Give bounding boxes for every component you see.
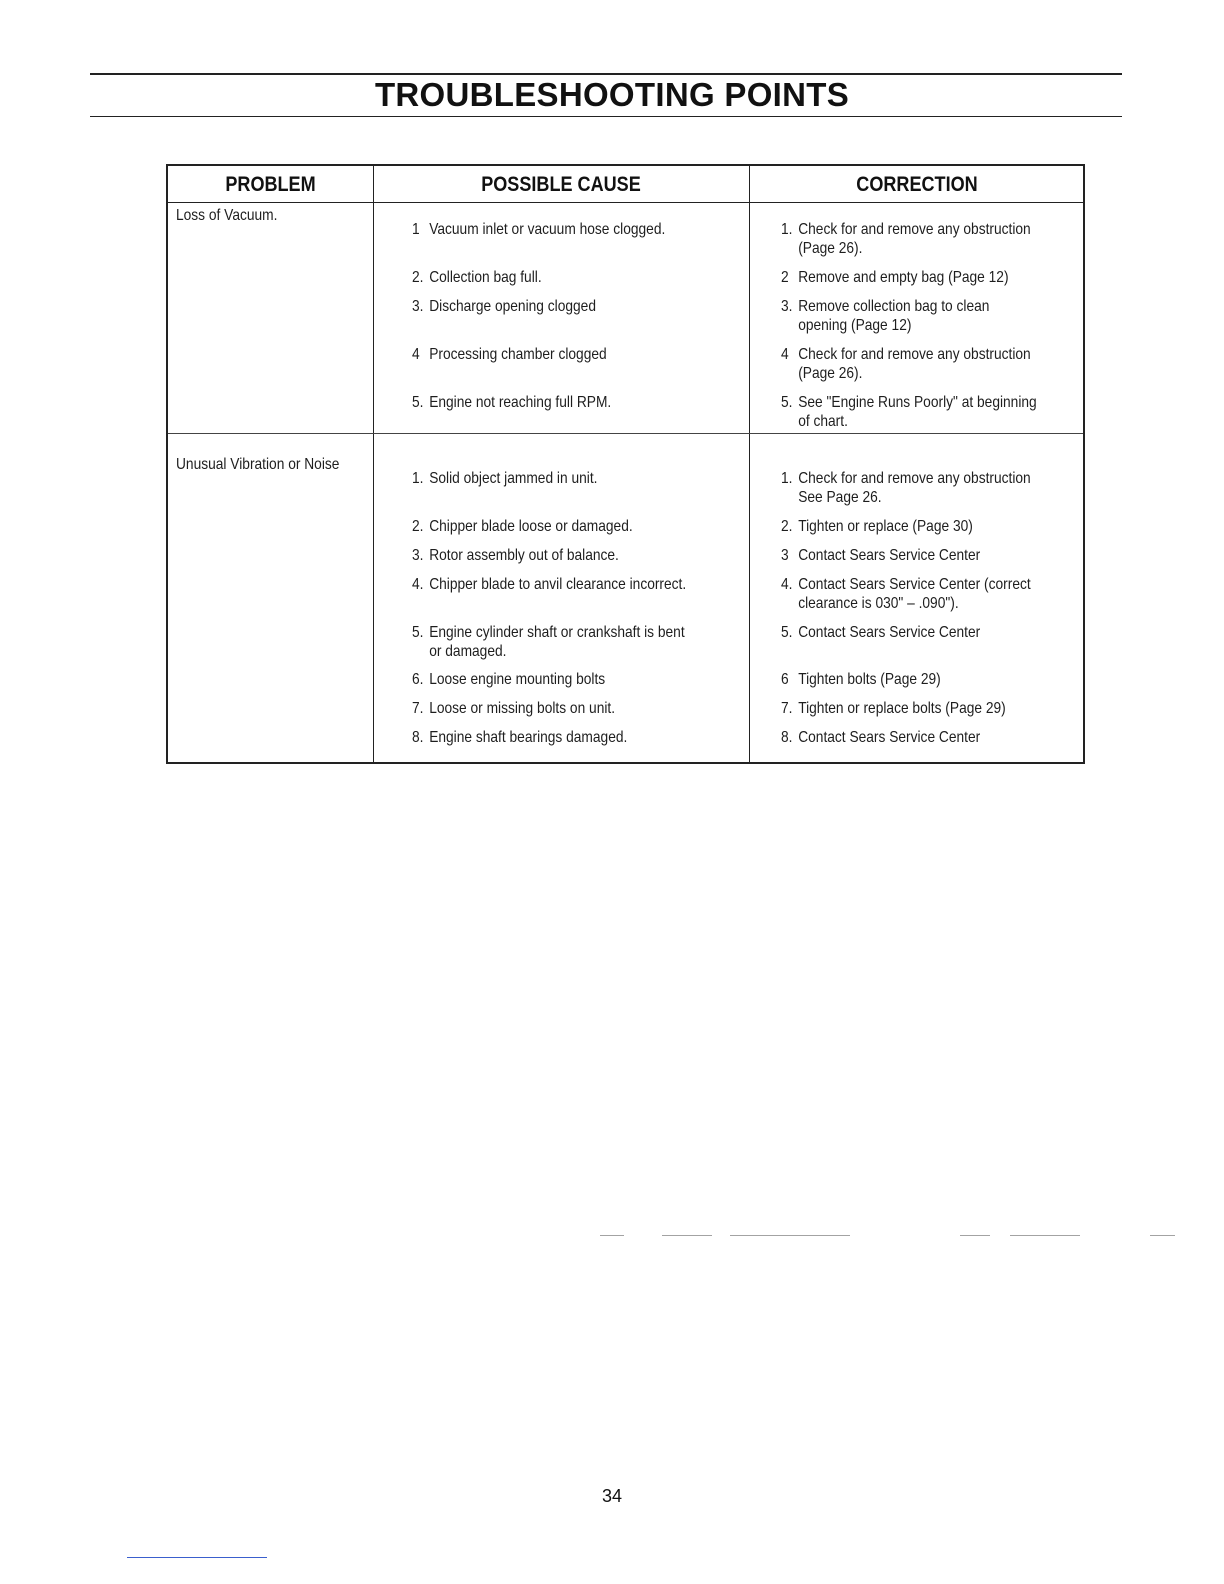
item-text: Check for and remove any obstruction — [798, 221, 1031, 238]
item-number: 5. — [781, 624, 793, 641]
header-correction: CORRECTION — [856, 173, 978, 196]
page-title: TROUBLESHOOTING POINTS — [374, 76, 850, 113]
item-number: 3. — [412, 298, 424, 315]
item-number: 1. — [412, 470, 424, 487]
scan-artifact — [0, 1235, 1224, 1243]
item-number: 8. — [781, 729, 793, 746]
item-text-continued: opening (Page 12) — [798, 317, 912, 334]
header-divider — [168, 202, 1083, 203]
item-number: 5. — [412, 394, 424, 411]
footer-rule — [127, 1557, 267, 1558]
item-text-continued: (Page 26). — [798, 240, 863, 257]
title-top-rule — [90, 73, 1122, 75]
item-number: 2. — [412, 518, 424, 535]
item-text-continued: (Page 26). — [798, 365, 863, 382]
item-number: 4. — [412, 576, 424, 593]
header-possible-cause: POSSIBLE CAUSE — [481, 173, 641, 196]
item-text: Collection bag full. — [429, 269, 542, 286]
item-number: 2 — [781, 269, 789, 286]
item-number: 8. — [412, 729, 424, 746]
item-text: Processing chamber clogged — [429, 346, 607, 363]
item-number: 7. — [781, 700, 793, 717]
item-text: Solid object jammed in unit. — [429, 470, 598, 487]
item-number: 1. — [781, 470, 793, 487]
title-bottom-rule — [90, 116, 1122, 117]
item-text: Rotor assembly out of balance. — [429, 547, 619, 564]
item-text: Engine not reaching full RPM. — [429, 394, 612, 411]
item-text: Contact Sears Service Center (correct — [798, 576, 1031, 593]
item-text: Loose or missing bolts on unit. — [429, 700, 616, 717]
column-divider — [373, 166, 374, 762]
item-text: Remove collection bag to clean — [798, 298, 990, 315]
item-text-continued: See Page 26. — [798, 489, 882, 506]
item-text: Tighten or replace (Page 30) — [798, 518, 973, 535]
item-text-continued: clearance is 030" – .090"). — [798, 595, 959, 612]
problem-cell — [176, 206, 294, 225]
item-text: Engine shaft bearings damaged. — [429, 729, 628, 746]
item-text: Contact Sears Service Center — [798, 624, 981, 641]
item-number: 1. — [781, 221, 793, 238]
item-text: Check for and remove any obstruction — [798, 470, 1031, 487]
item-text: Tighten or replace bolts (Page 29) — [798, 700, 1006, 717]
column-divider — [749, 166, 750, 762]
item-number: 6 — [781, 671, 789, 688]
item-text: Loose engine mounting bolts — [429, 671, 606, 688]
problem-cell — [176, 455, 366, 474]
item-number: 3 — [781, 547, 789, 564]
problem-text: Loss of Vacuum. — [176, 207, 278, 224]
item-number: 3. — [412, 547, 424, 564]
item-text: Contact Sears Service Center — [798, 729, 981, 746]
header-problem: PROBLEM — [225, 173, 316, 196]
item-number: 7. — [412, 700, 424, 717]
item-text: See "Engine Runs Poorly" at beginning — [798, 394, 1037, 411]
item-text: Discharge opening clogged — [429, 298, 596, 315]
item-number: 5. — [412, 624, 424, 641]
page-number: 34 — [601, 1486, 623, 1506]
item-text: Remove and empty bag (Page 12) — [798, 269, 1009, 286]
row-divider — [168, 433, 1083, 434]
item-text: Chipper blade to anvil clearance incorrect. — [429, 576, 687, 593]
item-text: Tighten bolts (Page 29) — [798, 671, 941, 688]
problem-text: Unusual Vibration or Noise — [176, 456, 340, 473]
item-number: 1 — [412, 221, 420, 238]
item-text-continued: of chart. — [798, 413, 848, 430]
item-text: Chipper blade loose or damaged. — [429, 518, 633, 535]
item-number: 3. — [781, 298, 793, 315]
item-number: 2. — [412, 269, 424, 286]
item-text-continued: or damaged. — [429, 643, 507, 660]
item-text: Engine cylinder shaft or crankshaft is bent — [429, 624, 685, 641]
item-text: Check for and remove any obstruction — [798, 346, 1031, 363]
item-text: Contact Sears Service Center — [798, 547, 981, 564]
item-number: 4 — [781, 346, 789, 363]
item-number: 4 — [412, 346, 420, 363]
item-number: 6. — [412, 671, 424, 688]
item-text: Vacuum inlet or vacuum hose clogged. — [429, 221, 666, 238]
item-number: 4. — [781, 576, 793, 593]
item-number: 2. — [781, 518, 793, 535]
item-number: 5. — [781, 394, 793, 411]
